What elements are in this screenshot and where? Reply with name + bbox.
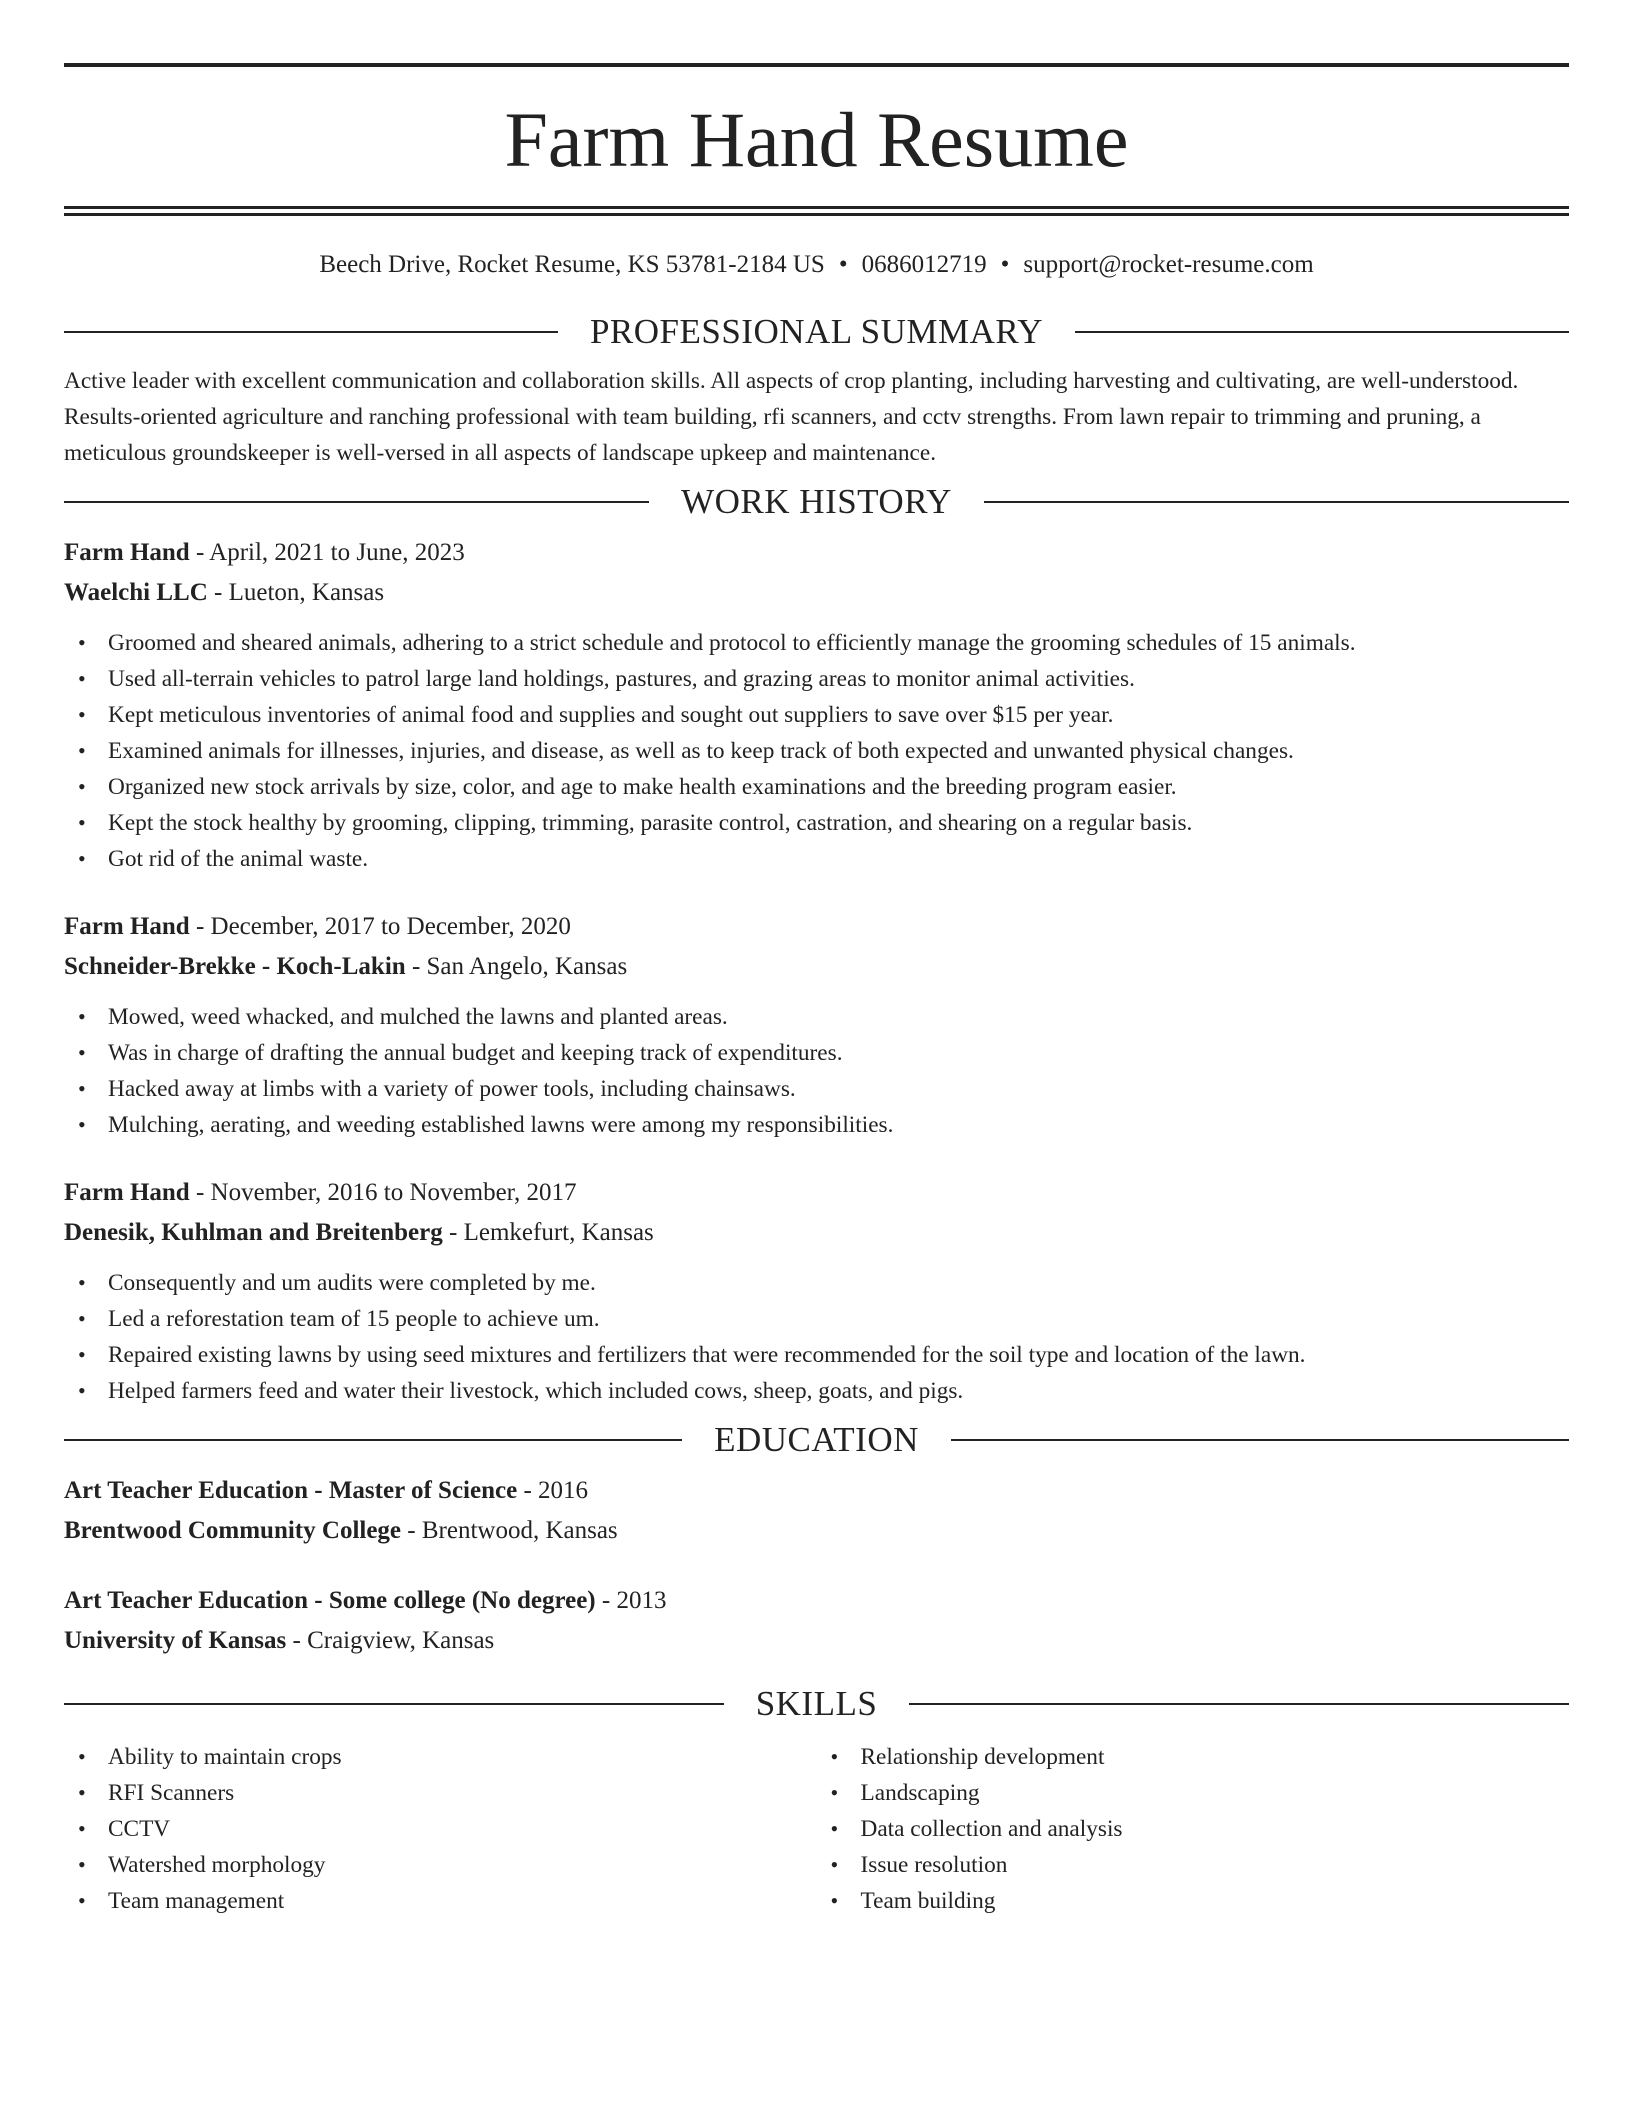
skill-item: • Data collection and analysis	[817, 1811, 1570, 1847]
job-bullet: • Kept the stock healthy by grooming, clipping, trimming, parasite control, castration, and shearing on a regular basis.	[64, 805, 1569, 841]
skill-item: • Team building	[817, 1883, 1570, 1919]
job-company-line: Waelchi LLC - Lueton, Kansas	[64, 579, 385, 606]
education-degree: Art Teacher Education - Some college (No degree)	[64, 1587, 596, 1614]
contact-separator: •	[838, 251, 848, 278]
education-degree: Art Teacher Education - Master of Science	[64, 1477, 518, 1504]
job-bullet: • Organized new stock arrivals by size, color, and age to make health examinations and the breeding program easier.	[64, 769, 1569, 805]
summary-text: Active leader with excellent communication and collaboration skills. All aspects of crop planting, including harvesting and cultivating, are well-understood. Results-oriented agriculture and ranching professional with team building, rfi scanners, and cctv strengths. From lawn repair to trimming and pruning, a meticulous groundskeeper is well-versed in all aspects of landscape upkeep and maintenance.	[64, 368, 1519, 466]
section-rule	[1075, 331, 1569, 333]
skill-item: • Relationship development	[817, 1739, 1570, 1775]
section-rule	[64, 331, 558, 333]
job-bullet: • Examined animals for illnesses, injuries, and disease, as well as to keep track of both expected and unwanted physical changes.	[64, 733, 1569, 769]
skills-section-header	[64, 1683, 1569, 1725]
resume-page	[64, 0, 1569, 1919]
skills-list	[64, 1739, 1569, 1919]
skill-item: • Team management	[64, 1883, 817, 1919]
education-school: Brentwood Community College	[64, 1517, 402, 1544]
education-location: Brentwood, Kansas	[421, 1517, 618, 1544]
education-degree-line: Art Teacher Education - Some college (No degree) - 2013	[64, 1587, 667, 1614]
contact-separator: •	[1000, 251, 1010, 278]
education-entry	[64, 1581, 1569, 1661]
skill-item: • CCTV	[64, 1811, 817, 1847]
section-rule	[984, 501, 1569, 503]
job-dates: April, 2021 to June, 2023	[209, 539, 465, 566]
education-school-line: Brentwood Community College - Brentwood, Kansas	[64, 1517, 618, 1544]
job-dates: November, 2016 to November, 2017	[210, 1179, 577, 1206]
skills-column-left	[64, 1739, 817, 1919]
job-location: Lueton, Kansas	[228, 579, 385, 606]
work-section-header	[64, 481, 1569, 523]
education-section-header	[64, 1419, 1569, 1461]
skill-item: • RFI Scanners	[64, 1775, 817, 1811]
job-location: Lemkefurt, Kansas	[463, 1219, 654, 1246]
job-company-line: Denesik, Kuhlman and Breitenberg - Lemkefurt, Kansas	[64, 1219, 654, 1246]
skill-item: • Issue resolution	[817, 1847, 1570, 1883]
job-bullet: • Mulching, aerating, and weeding established lawns were among my responsibilities.	[64, 1107, 1569, 1143]
section-rule	[64, 1439, 682, 1441]
job-entry	[64, 907, 1569, 1143]
education-heading: EDUCATION	[714, 1420, 919, 1459]
job-bullet: • Hacked away at limbs with a variety of power tools, including chainsaws.	[64, 1071, 1569, 1107]
section-rule	[909, 1703, 1569, 1705]
education-school: University of Kansas	[64, 1627, 287, 1654]
job-title-line: Farm Hand - April, 2021 to June, 2023	[64, 539, 465, 566]
education-degree-line: Art Teacher Education - Master of Science - 2016	[64, 1477, 589, 1504]
job-bullet: • Got rid of the animal waste.	[64, 841, 1569, 877]
section-rule	[64, 501, 649, 503]
top-rule	[64, 63, 1569, 67]
job-location: San Angelo, Kansas	[426, 953, 628, 980]
resume-title: Farm Hand Resume	[504, 96, 1129, 183]
education-year: 2013	[616, 1587, 667, 1614]
job-dates: December, 2017 to December, 2020	[210, 913, 571, 940]
education-year: 2016	[538, 1477, 589, 1504]
skill-item: • Watershed morphology	[64, 1847, 817, 1883]
summary-heading: PROFESSIONAL SUMMARY	[589, 312, 1044, 351]
job-bullet: • Was in charge of drafting the annual budget and keeping track of expenditures.	[64, 1035, 1569, 1071]
education-location: Craigview, Kansas	[307, 1627, 495, 1654]
job-title: Farm Hand	[64, 913, 190, 940]
job-bullets	[64, 625, 1569, 877]
summary-section-header	[64, 311, 1569, 353]
skills-column-right	[817, 1739, 1570, 1919]
job-company: Schneider-Brekke - Koch-Lakin	[64, 953, 406, 980]
job-bullets	[64, 1265, 1569, 1409]
contact-line	[64, 250, 1569, 280]
contact-phone: 0686012719	[861, 251, 987, 278]
job-title: Farm Hand	[64, 539, 190, 566]
job-bullet: • Used all-terrain vehicles to patrol large land holdings, pastures, and grazing areas to monitor animal activities.	[64, 661, 1569, 697]
job-bullet: • Groomed and sheared animals, adhering to a strict schedule and protocol to efficiently manage the grooming schedules of 15 animals.	[64, 625, 1569, 661]
job-title: Farm Hand	[64, 1179, 190, 1206]
education-school-line: University of Kansas - Craigview, Kansas	[64, 1627, 495, 1654]
job-bullet: • Repaired existing lawns by using seed mixtures and fertilizers that were recommended for the soil type and location of the lawn.	[64, 1337, 1569, 1373]
skills-heading: SKILLS	[755, 1684, 878, 1723]
job-company: Denesik, Kuhlman and Breitenberg	[64, 1219, 443, 1246]
job-company-line: Schneider-Brekke - Koch-Lakin - San Angelo, Kansas	[64, 953, 628, 980]
job-entry	[64, 533, 1569, 877]
skill-item: • Ability to maintain crops	[64, 1739, 817, 1775]
section-rule	[64, 1703, 724, 1705]
job-title-line: Farm Hand - December, 2017 to December, 2020	[64, 913, 571, 940]
job-bullet: • Led a reforestation team of 15 people to achieve um.	[64, 1301, 1569, 1337]
job-entry	[64, 1173, 1569, 1409]
job-bullet: • Kept meticulous inventories of animal food and supplies and sought out suppliers to save over $15 per year.	[64, 697, 1569, 733]
job-bullet: • Mowed, weed whacked, and mulched the lawns and planted areas.	[64, 999, 1569, 1035]
job-title-line: Farm Hand - November, 2016 to November, 2017	[64, 1179, 577, 1206]
title-double-rule	[64, 206, 1569, 216]
contact-email: support@rocket-resume.com	[1023, 251, 1314, 278]
job-bullet: • Consequently and um audits were completed by me.	[64, 1265, 1569, 1301]
skill-item: • Landscaping	[817, 1775, 1570, 1811]
job-company: Waelchi LLC	[64, 579, 208, 606]
contact-address: Beech Drive, Rocket Resume, KS 53781-2184 US	[319, 251, 825, 278]
work-heading: WORK HISTORY	[681, 482, 952, 521]
education-entry	[64, 1471, 1569, 1551]
job-bullet: • Helped farmers feed and water their livestock, which included cows, sheep, goats, and pigs.	[64, 1373, 1569, 1409]
section-rule	[951, 1439, 1569, 1441]
job-bullets	[64, 999, 1569, 1143]
